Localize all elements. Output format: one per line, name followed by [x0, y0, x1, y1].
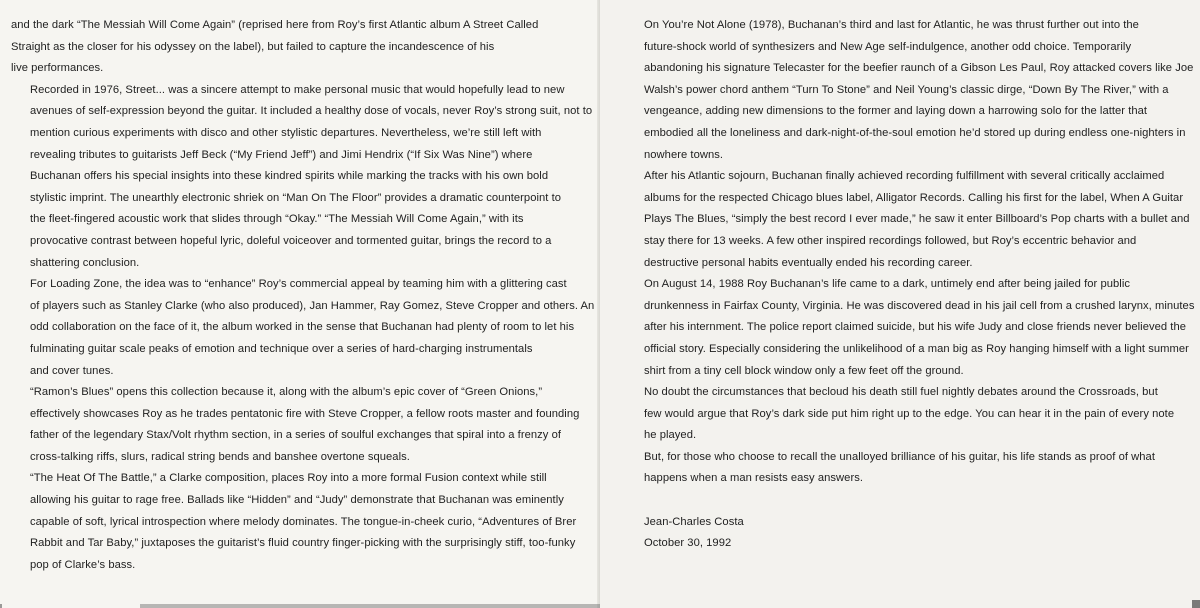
text-line: few would argue that Roy’s dark side put him right up to the edge. You can hear it in the pain of every note — [644, 407, 1175, 420]
text-line: embodied all the loneliness and dark-night-of-the-soul emotion he’d stored up during endless one-nighters in — [644, 126, 1186, 139]
text-line: Plays The Blues, “simply the best record I ever made,” he saw it enter Billboard’s Pop charts with a bullet and — [644, 213, 1190, 226]
right-page — [600, 0, 1200, 608]
text-line: cross-talking riffs, slurs, radical string bends and banshee overtone squeals. — [30, 450, 410, 463]
paragraph — [11, 468, 591, 576]
text-line: vengeance, adding new dimensions to the former and laying down a harrowing solo for the latter that — [644, 105, 1148, 118]
text-line: fulminating guitar scale peaks of emotion and technique over a series of hard-charging instrumentals — [30, 342, 533, 355]
text-line: provocative contrast between hopeful lyric, doleful voiceover and tormented guitar, brings the record to a — [30, 234, 552, 247]
paragraph — [11, 382, 591, 468]
text-line: after his internment. The police report claimed suicide, but his wife Judy and close friends never believed the — [644, 321, 1187, 334]
signature-block — [625, 512, 1190, 555]
text-line: abandoning his signature Telecaster for the beefier raunch of a Gibson Les Paul, Roy attacked covers like Joe — [644, 62, 1194, 75]
text-line: effectively showcases Roy as he trades pentatonic fire with Steve Cropper, a fellow roots master and founding — [30, 407, 580, 420]
text-line: shirt from a tiny cell block window only a few feet off the ground. — [644, 364, 964, 377]
left-column — [11, 15, 595, 576]
text-line: allowing his guitar to rage free. Ballads like “Hidden” and “Judy” demonstrate that Buchanan was eminently — [30, 494, 564, 507]
text-line: avenues of self-expression beyond the guitar. It included a healthy dose of vocals, never Roy’s strong suit, not to — [30, 105, 593, 118]
text-line: happens when a man resists easy answers. — [644, 472, 864, 485]
text-line: “Ramon’s Blues” opens this collection because it, along with the album’s epic cover of “Green Onions,” — [30, 386, 543, 399]
text-line: albums for the respected Chicago blues label, Alligator Records. Calling his first for the label, When A Guitar — [644, 191, 1184, 204]
text-line: the fleet-fingered acoustic work that slides through “Okay.” “The Messiah Will Come Again,” with its — [30, 213, 524, 226]
scan-corner — [1192, 600, 1200, 608]
text-line: stylistic imprint. The unearthly electronic shriek on “Man On The Floor” provides a dramatic counterpoint to — [30, 191, 562, 204]
text-line: destructive personal habits eventually ended his recording career. — [644, 256, 973, 269]
paragraph — [625, 166, 1190, 274]
text-line: pop of Clarke’s bass. — [30, 558, 136, 571]
paragraph — [11, 274, 595, 382]
text-line: future-shock world of synthesizers and New Age self-indulgence, another odd choice. Temporarily — [644, 40, 1132, 53]
scan-edge — [0, 604, 1200, 608]
text-line: On August 14, 1988 Roy Buchanan’s life came to a dark, untimely end after being jailed for public — [644, 278, 1130, 291]
text-line: Buchanan offers his special insights into these kindred spirits while marking the tracks with his own bold — [30, 170, 549, 183]
paragraph — [625, 447, 1190, 490]
text-line: Walsh’s power chord anthem “Turn To Stone” and Neil Young’s classic dirge, “Down By The River,” with a — [644, 83, 1169, 96]
text-line: of players such as Stanley Clarke (who also produced), Jan Hammer, Ray Gomez, Steve Cropper and others. An — [30, 299, 595, 312]
right-column — [625, 15, 1195, 555]
paragraph — [625, 274, 1195, 382]
paragraph — [625, 382, 1190, 447]
text-line: drunkenness in Fairfax County, Virginia. He was discovered dead in his jail cell from a crushed larynx, minutes — [644, 299, 1195, 312]
text-line: official story. Especially considering the unlikelihood of a man big as Roy hanging himself with a light summer — [644, 342, 1189, 355]
paragraph — [11, 15, 591, 80]
text-line: and cover tunes. — [30, 364, 114, 377]
text-line: “The Heat Of The Battle,” a Clarke composition, places Roy into a more formal Fusion context while still — [30, 472, 547, 485]
text-line: Recorded in 1976, Street... was a sincere attempt to make personal music that would hopefully lead to new — [30, 83, 565, 96]
author-name: Jean-Charles Costa — [644, 515, 744, 528]
text-line: nowhere towns. — [644, 148, 724, 161]
text-line: revealing tributes to guitarists Jeff Beck (“My Friend Jeff”) and Jimi Hendrix (“If Six Was Nine”) where — [30, 148, 533, 161]
text-line: shattering conclusion. — [30, 256, 140, 269]
text-line: he played. — [644, 429, 697, 442]
text-line: odd collaboration on the face of it, the album worked in the sense that Buchanan had plenty of room to let his — [30, 321, 575, 334]
text-line: live performances. — [11, 62, 104, 75]
paragraph — [625, 15, 1194, 166]
text-line: stay there for 13 weeks. A few other inspired recordings followed, but Roy’s eccentric behavior and — [644, 234, 1137, 247]
text-line: capable of soft, lyrical introspection where melody dominates. The tongue-in-cheek curio, “Adventures of Brer — [30, 515, 577, 528]
paragraph — [11, 80, 591, 274]
signature-date: October 30, 1992 — [644, 537, 732, 550]
text-line: For Loading Zone, the idea was to “enhance” Roy’s commercial appeal by teaming him with a glittering cast — [30, 278, 567, 291]
text-line: father of the legendary Stax/Volt rhythm section, in a series of soulful exchanges that spiral into a frenzy of — [30, 429, 562, 442]
text-line: Rabbit and Tar Baby,” juxtaposes the guitarist’s fluid country finger-picking with the surprisingly stiff, too-funky — [30, 537, 576, 550]
text-line: On You’re Not Alone (1978), Buchanan’s third and last for Atlantic, he was thrust further out into the — [644, 19, 1139, 31]
text-line: No doubt the circumstances that becloud his death still fuel nightly debates around the Crossroads, but — [644, 386, 1158, 399]
text-line: and the dark “The Messiah Will Come Again” (reprised here from Roy’s first Atlantic album A Street Called — [11, 19, 539, 31]
text-line: But, for those who choose to recall the unalloyed brilliance of his guitar, his life stands as proof of what — [644, 450, 1155, 463]
text-line: mention curious experiments with disco and other stylistic departures. Nevertheless, we’re still left with — [30, 126, 542, 139]
text-line: After his Atlantic sojourn, Buchanan finally achieved recording fulfillment with several critically acclaimed — [644, 170, 1165, 183]
text-line: Straight as the closer for his odyssey on the label), but failed to capture the incandescence of his — [11, 40, 495, 53]
